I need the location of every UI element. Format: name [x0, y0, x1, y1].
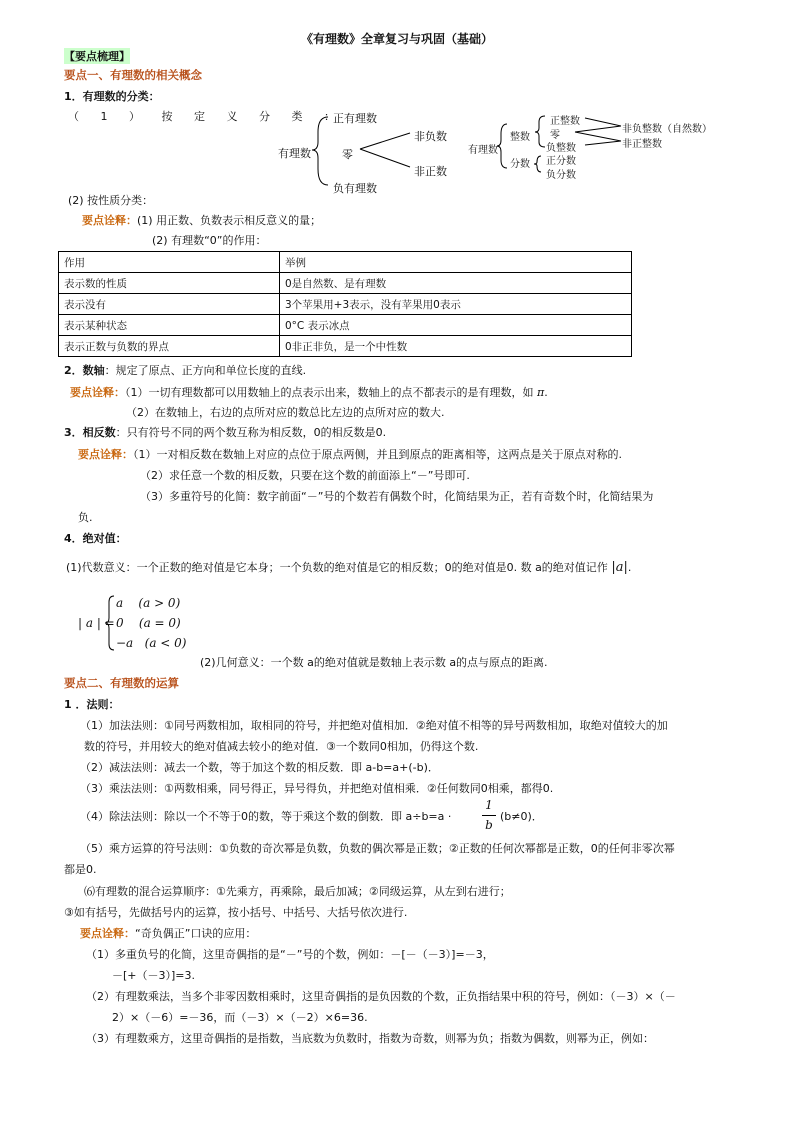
tree1-positive: 正有理数: [333, 112, 377, 125]
summary-tag: 【要点梳理】: [64, 50, 130, 63]
numberline-num: 2．: [64, 364, 83, 377]
absolute-algebraic: (1)代数意义：一个正数的绝对值是它本身；一个负数的绝对值是它的相反数；0的绝对值是0. 数 a的绝对值记作: [66, 561, 608, 574]
tree2-nonneg-int: 非负整数（自然数）: [622, 124, 712, 135]
rule-order-a: ⑹有理数的混合运算顺序：①先乘方，再乘除，最后加减；②同级运算，从左到右进行；: [84, 885, 511, 898]
example-2b: 2）×（－6）=－36，而（－3）×（－2）×6=36.: [112, 1011, 368, 1024]
rule-power-a: （5）乘方运算的符号法则：①负数的奇次幂是负数，负数的偶次幂是正数；②正数的任何次幂都是正数，0的任何非零次幂: [80, 842, 675, 855]
numberline-note-1: （1）一切有理数都可以用数轴上的点表示出来，数轴上的点不都表示的是有理数，如: [125, 386, 534, 399]
note-label-2: 要点诠释：: [70, 386, 125, 399]
note-label-4: 要点诠释：: [80, 927, 135, 940]
section-heading-2: 要点二、有理数的运算: [64, 676, 179, 690]
rule-multiplication: （3）乘法法则：①两数相乘，同号得正，异号得负，并把绝对值相乘．②任何数同0相乘，都得0.: [80, 782, 554, 795]
rule-addition-a: （1）加法法则：①同号两数相加，取相同的符号，并把绝对值相加．②绝对值不相等的异号两数相加，取绝对值较大的加: [80, 719, 668, 732]
absolute-term: 绝对值: [82, 532, 116, 545]
tree2-brackets: [495, 110, 625, 185]
example-1b: －[+（－3）]=3.: [112, 969, 196, 982]
table-cell: 表示数的性质: [59, 273, 280, 294]
pi-symbol: π: [537, 386, 545, 399]
zero-role-table: [58, 251, 632, 357]
note-label-3: 要点诠释：: [78, 448, 133, 461]
table-row: [59, 336, 632, 357]
note-intro: “奇负偶正”口诀的应用：: [135, 927, 257, 940]
table-row: [59, 294, 632, 315]
table-cell: 0°C 表示冰点: [280, 315, 632, 336]
table-header-row: [59, 252, 632, 273]
numberline-term: 数轴: [82, 364, 105, 377]
piecewise-case-3: −a (a < 0): [116, 636, 187, 650]
tree2-zero: 零: [550, 130, 560, 141]
page-title: 《有理数》全章复习与巩固（基础）: [300, 32, 493, 46]
tree2-neg-frac: 负分数: [546, 170, 576, 181]
table-cell: 0是自然数、是有理数: [280, 273, 632, 294]
opposite-def: ：只有符号不同的两个数互称为相反数，0的相反数是0.: [115, 426, 387, 439]
tree2-pos-int: 正整数: [550, 116, 580, 127]
table-cell: 表示没有: [59, 294, 280, 315]
tree2-integer: 整数: [510, 132, 530, 143]
example-3: （3）有理数乘方，这里奇偶指的是指数，当底数为负数时，指数为奇数，则幂为负；指数为偶数，则幂为正，例如：: [86, 1032, 654, 1045]
table-cell: 0非正非负，是一个中性数: [280, 336, 632, 357]
tree2-nonpos-int: 非正整数: [622, 139, 662, 150]
rule-power-b: 都是0.: [64, 863, 97, 876]
by-property-label: (2) 按性质分类：: [68, 194, 154, 207]
classification-heading: 1．有理数的分类：: [64, 90, 160, 103]
tree2-neg-int: 负整数: [546, 143, 576, 154]
absolute-colon: ：: [115, 532, 127, 545]
note-1-text: (1) 用正数、负数表示相反意义的量；: [137, 214, 322, 227]
fraction-bar: [482, 815, 496, 816]
numberline-def: ：规定了原点、正方向和单位长度的直线.: [104, 364, 307, 377]
note-label-1: 要点诠释：: [82, 214, 137, 227]
tree1-negative: 负有理数: [333, 182, 377, 195]
rule-addition-b: 数的符号，并用较大的绝对值减去较小的绝对值．③一个数同0相加，仍得这个数.: [84, 740, 479, 753]
opposite-note-3b: 负.: [78, 511, 93, 524]
opposite-note-2: （2）求任意一个数的相反数，只要在这个数的前面添上“－”号即可.: [140, 469, 470, 482]
tree1-nonneg: 非负数: [414, 130, 447, 143]
numberline-note-2: （2）在数轴上，右边的点所对应的数总比左边的点所对应的数大.: [126, 406, 445, 419]
table-row: [59, 273, 632, 294]
opposite-term: 相反数: [82, 426, 116, 439]
piecewise-brace: [104, 594, 116, 652]
tree2-root: 有理数: [468, 145, 498, 156]
table-row: [59, 315, 632, 336]
absolute-geometric: (2)几何意义：一个数 a的绝对值就是数轴上表示数 a的点与原点的距离.: [200, 656, 548, 669]
fraction-denominator: b: [485, 818, 493, 832]
abs-a-notation: |a|: [611, 560, 628, 575]
opposite-note-1: （1）一对相反数在数轴上对应的点位于原点两侧，并且到原点的距离相等，这两点是关于原点对称的.: [133, 448, 622, 461]
table-cell: 3个苹果用+3表示，没有苹果用0表示: [280, 294, 632, 315]
rules-heading: 1 ．法则：: [64, 698, 120, 711]
by-definition-label: （ 1 ） 按 定 义 分 类 ：: [68, 110, 344, 123]
section-heading-1: 要点一、有理数的相关概念: [64, 68, 202, 82]
opposite-note-3a: （3）多重符号的化简：数字前面“－”号的个数若有偶数个时，化简结果为正，若有奇数个时，化简结果为: [140, 490, 654, 503]
fraction-numerator: 1: [485, 798, 493, 812]
example-2a: （2）有理数乘法，当多个非零因数相乘时，这里奇偶指的是负因数的个数，正负指结果中积的符号，例如：（－3）×（－: [86, 990, 676, 1003]
tree1-zero: 零: [342, 148, 353, 161]
rule-subtraction: （2）减法法则：减去一个数，等于加这个数的相反数．即 a-b=a+(-b)．: [80, 761, 439, 774]
table-cell: 表示正数与负数的界点: [59, 336, 280, 357]
rule-order-b: ③如有括号，先做括号内的运算，按小括号、中括号、大括号依次进行.: [64, 906, 408, 919]
example-1a: （1）多重负号的化简，这里奇偶指的是“－”号的个数，例如：－[－（－3）]=－3，: [86, 948, 494, 961]
note-2-text: (2) 有理数“0”的作用：: [152, 234, 267, 247]
rule-division-a: （4）除法法则：除以一个不等于0的数，等于乘这个数的倒数．即 a÷b=a ·: [80, 810, 452, 823]
table-cell: 表示某种状态: [59, 315, 280, 336]
opposite-num: 3．: [64, 426, 83, 439]
tree1-nonpos: 非正数: [414, 165, 447, 178]
absolute-num: 4．: [64, 532, 83, 545]
tree1-brackets: [310, 105, 420, 200]
piecewise-case-1: a (a > 0): [116, 596, 181, 610]
tree1-root: 有理数: [278, 147, 311, 160]
tree2-fraction: 分数: [510, 159, 530, 170]
tree2-pos-frac: 正分数: [546, 156, 576, 167]
piecewise-case-2: 0 (a = 0): [116, 616, 181, 630]
rule-division-b: (b≠0)．: [500, 810, 543, 823]
piecewise-lhs: | a | =: [78, 616, 115, 630]
table-header-cell: 举例: [280, 252, 632, 273]
table-header-cell: 作用: [59, 252, 280, 273]
